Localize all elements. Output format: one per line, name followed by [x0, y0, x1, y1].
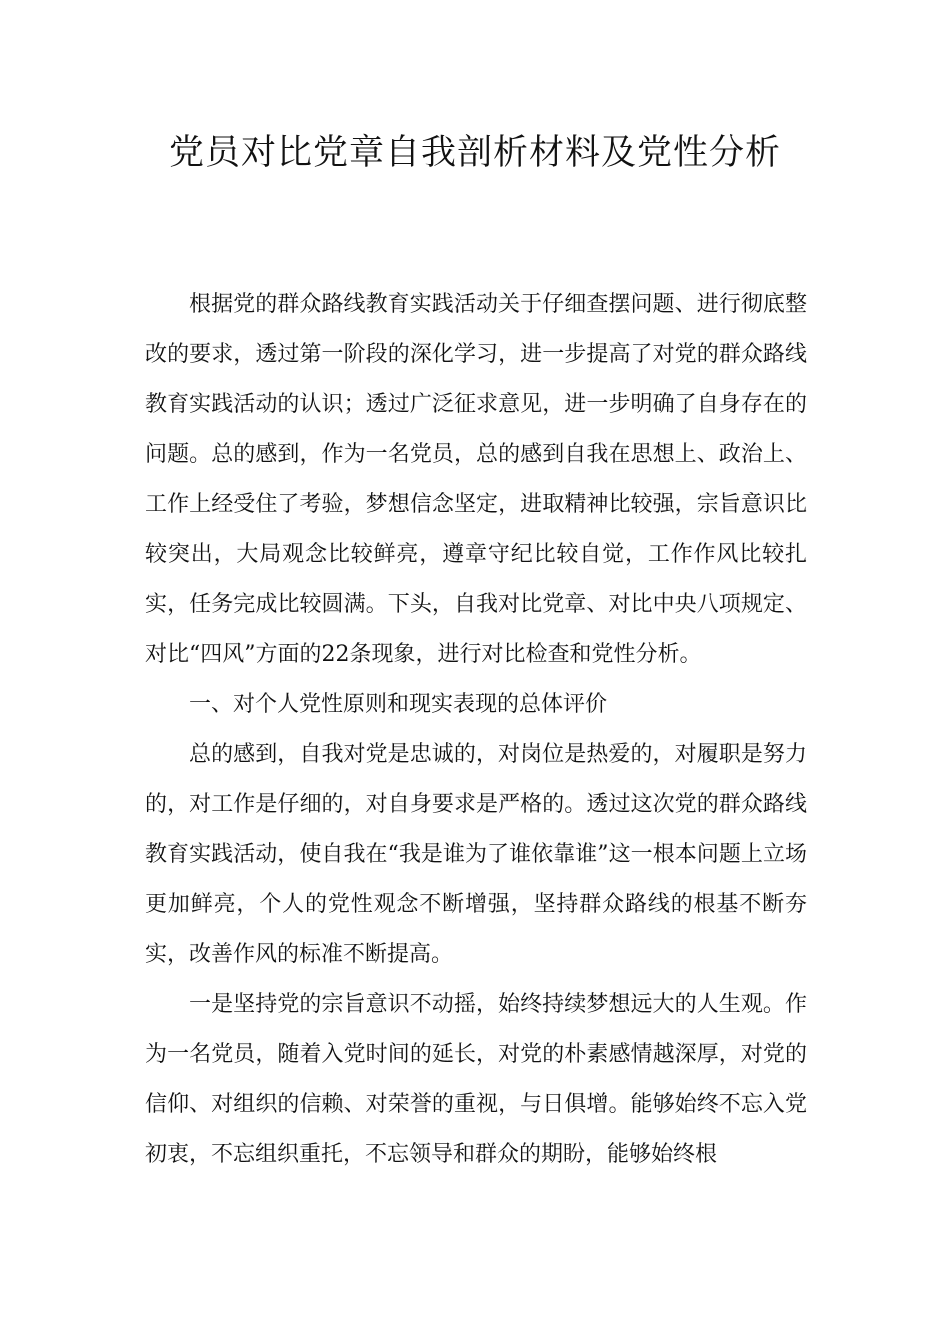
document-title: 党员对比党章自我剖析材料及党性分析: [168, 133, 781, 173]
paragraph-intro: 根据党的群众路线教育实践活动关于仔细查摆问题、进行彻底整改的要求，透过第一阶段的深化学习，进一步提高了对党的群众路线教育实践活动的认识；透过广泛征求意见，进一步明确了自身存在的问题。总的感到，作为一名党员，总的感到自我在思想上、政治上、工作上经受住了考验，梦想信念坚定，进取精神比较强，宗旨意识比较突出，大局观念比较鲜亮，遵章守纪比较自觉，工作作风比较扎实，任务完成比较圆满。下头，自我对比党章、对比中央八项规定、对比“四风”方面的22条现象，进行对比检查和党性分析。: [145, 292, 807, 667]
paragraph-overall-evaluation: 总的感到，自我对党是忠诚的，对岗位是热爱的，对履职是努力的，对工作是仔细的，对自身要求是严格的。透过这次党的群众路线教育实践活动，使自我在“我是谁为了谁依靠谁”这一根本问题上立场更加鲜亮，个人的党性观念不断增强，坚持群众路线的根基不断夯实，改善作风的标准不断提高。: [145, 742, 807, 967]
paragraph-point-one: 一是坚持党的宗旨意识不动摇，始终持续梦想远大的人生观。作为一名党员，随着入党时间的延长，对党的朴素感情越深厚，对党的信仰、对组织的信赖、对荣誉的重视，与日俱增。能够始终不忘入党初衷，不忘组织重托，不忘领导和群众的期盼，能够始终根: [145, 992, 807, 1167]
document-body: [145, 280, 807, 1180]
section-heading: 一、对个人党性原则和现实表现的总体评价: [189, 692, 608, 717]
